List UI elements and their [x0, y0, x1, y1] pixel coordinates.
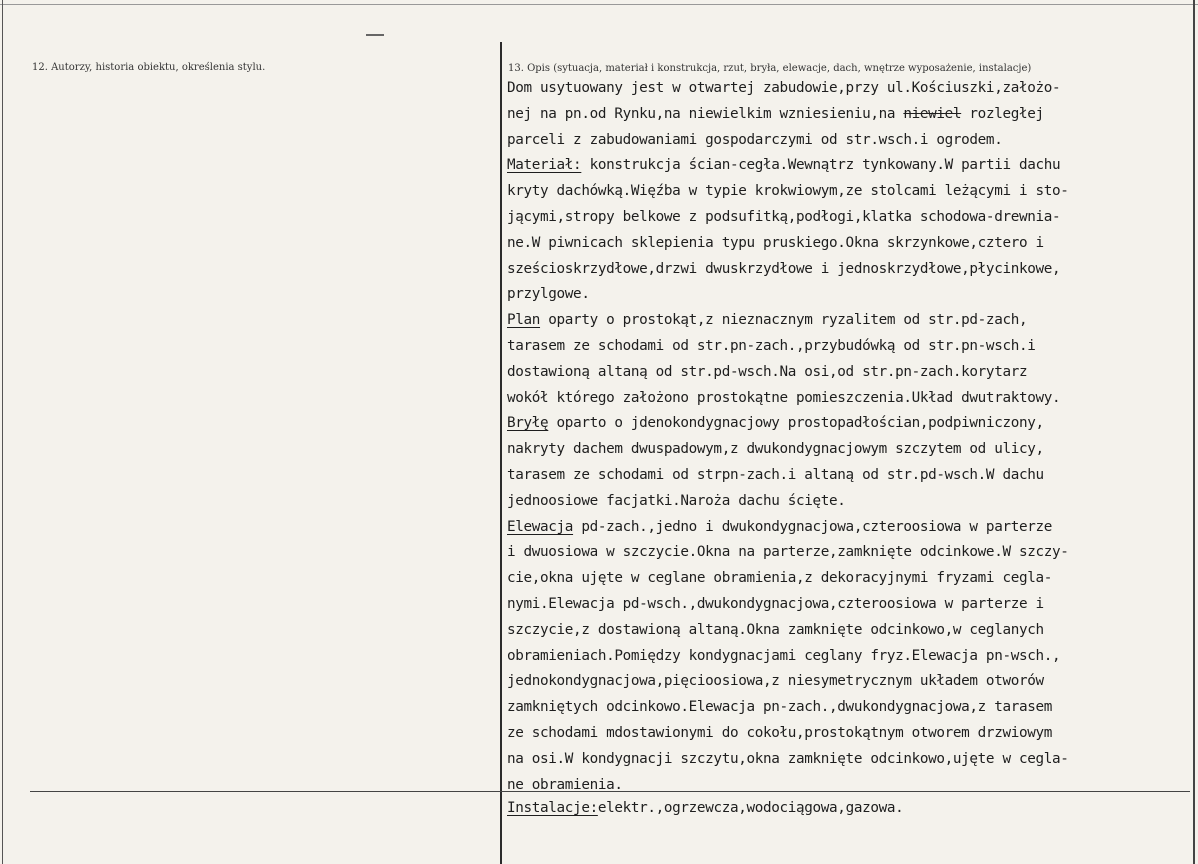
text-line: sześcioskrzydłowe,drzwi dwuskrzydłowe i jednoskrzydłowe,płycinkowe,	[507, 260, 1061, 277]
text-segment: oparty o prostokąt,z nieznacznym ryzalitem od str.pd-zach,	[540, 312, 1028, 329]
text-line: tarasem ze schodami od str.pn-zach.,przybudówką od str.pn-wsch.i	[507, 337, 1036, 354]
text-line: dostawioną altaną od str.pd-wsch.Na osi,od str.pn-zach.korytarz	[507, 363, 1028, 380]
section-13-heading: 13. Opis (sytuacja, materiał i konstrukcja, rzut, bryła, elewacje, dach, wnętrze wyposażenie, instalacje)	[508, 63, 1032, 74]
text-segment: pd-zach.,jedno i dwukondygnacjowa,czteroosiowa w parterze	[573, 518, 1052, 535]
section-12-heading: 12. Autorzy, historia obiektu, określenia stylu.	[32, 62, 266, 73]
text-line	[507, 308, 1187, 334]
description-text	[507, 76, 1187, 798]
tick-mark	[366, 34, 384, 36]
text-segment: nej na pn.od Rynku,na niewielkim wzniesieniu,na	[507, 105, 904, 122]
left-border	[2, 0, 3, 864]
text-line	[507, 515, 1187, 541]
text-line: jednoosiowe facjatki.Naroża dachu ścięte.	[507, 492, 846, 509]
text-line: tarasem ze schodami od strpn-zach.i altaną od str.pd-wsch.W dachu	[507, 466, 1044, 483]
column-divider	[500, 42, 502, 864]
text-segment: oparto o jdenokondygnacjowy prostopadłościan,podpiwniczony,	[548, 415, 1044, 432]
text-line: szczycie,z dostawioną altaną.Okna zamknięte odcinkowo,w ceglanych	[507, 621, 1044, 638]
text-line: obramieniach.Pomiędzy kondygnacjami ceglany fryz.Elewacja pn-wsch.,	[507, 647, 1061, 664]
text-line: ne obramienia.	[507, 776, 623, 793]
struck-word: niewiel	[903, 105, 962, 122]
top-border	[0, 4, 1198, 5]
text-line: jącymi,stropy belkowe z podsufitką,podłogi,klatka schodowa-drewnia-	[507, 208, 1061, 225]
text-line: ze schodami mdostawionymi do cokołu,prostokątnym otworem drzwiowym	[507, 724, 1052, 741]
text-line: wokół którego założono prostokątne pomieszczenia.Układ dwutraktowy.	[507, 389, 1061, 406]
text-line	[507, 411, 1187, 437]
installations-text: elektr.,ogrzewcza,wodociągowa,gazowa.	[597, 800, 904, 816]
section-label-instalacje: Instalacje:	[507, 800, 598, 816]
text-segment: konstrukcja ścian-cegła.Wewnątrz tynkowany.W partii dachu	[581, 157, 1061, 174]
text-line: zamkniętych odcinkowo.Elewacja pn-zach.,dwukondygnacjowa,z tarasem	[507, 699, 1052, 716]
section-label-bryla: Bryłę	[507, 415, 549, 432]
section-label-elewacja: Elewacja	[507, 518, 574, 535]
text-line: nymi.Elewacja pd-wsch.,dwukondygnacjowa,czteroosiowa w parterze i	[507, 595, 1044, 612]
text-line: Dom usytuowany jest w otwartej zabudowie,przy ul.Kościuszki,założo-	[507, 80, 1061, 96]
text-line: parceli z zabudowaniami gospodarczymi od str.wsch.i ogrodem.	[507, 131, 1003, 148]
text-line: kryty dachówką.Więźba w typie krokwiowym,ze stolcami leżącymi i sto-	[507, 183, 1069, 200]
text-line: na osi.W kondygnacji szczytu,okna zamknięte odcinkowo,ujęte w cegla-	[507, 750, 1069, 767]
text-line: ne.W piwnicach sklepienia typu pruskiego.Okna skrzynkowe,cztero i	[507, 234, 1044, 251]
text-line: przylgowe.	[507, 286, 590, 303]
section-label-plan: Plan	[507, 312, 541, 329]
text-line: jednokondygnacjowa,pięcioosiowa,z niesymetrycznym układem otworów	[507, 673, 1044, 690]
section-label-material: Materiał:	[507, 157, 582, 174]
text-line: i dwuosiowa w szczycie.Okna na parterze,zamknięte odcinkowe.W szczy-	[507, 544, 1069, 561]
right-border	[1193, 0, 1195, 864]
installations-line	[507, 800, 903, 816]
text-segment: rozległej	[961, 105, 1044, 122]
text-line: cie,okna ujęte w ceglane obramienia,z dekoracyjnymi fryzami cegla-	[507, 570, 1052, 587]
text-line	[507, 102, 1187, 128]
text-line	[507, 153, 1187, 179]
text-line: nakryty dachem dwuspadowym,z dwukondygnacjowym szczytem od ulicy,	[507, 441, 1044, 458]
